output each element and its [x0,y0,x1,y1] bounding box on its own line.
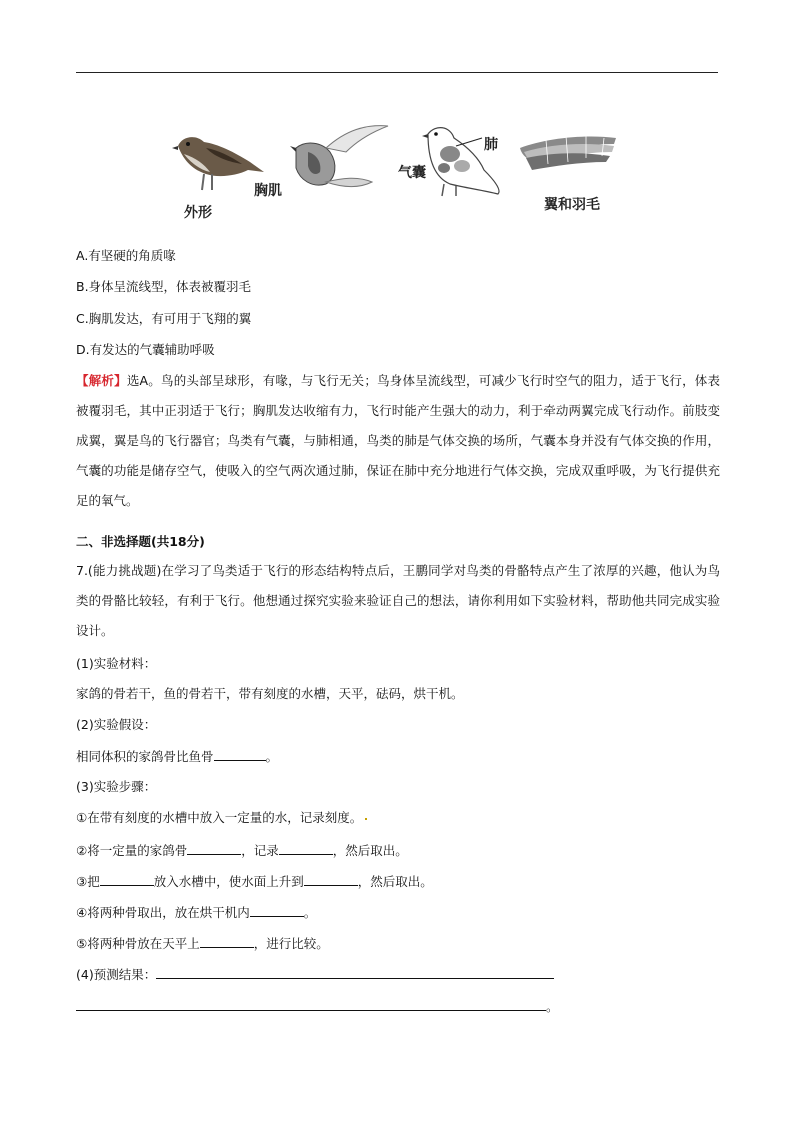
q7-prediction-continued [76,996,559,1017]
q7-step-4-post: 。 [303,905,317,920]
step3-blank-2[interactable] [304,871,358,886]
figure-label-wing-feather: 翼和羽毛 [544,197,600,213]
q7-step-3-pre: ③把 [76,874,100,889]
q7-step-1-text: ①在带有刻度的水槽中放入一定量的水，记录刻度。 [76,810,363,825]
q7-step-2-pre: ②将一定量的家鸽骨 [76,843,188,858]
q7-step-2-mid: ，记录 [241,843,279,858]
step2-blank-2[interactable] [279,840,333,855]
q7-step-4-pre: ④将两种骨取出，放在烘干机内 [76,905,250,920]
option-a: A.有坚硬的角质喙 [76,248,176,263]
q7-step-2-post: ，然后取出。 [332,843,408,858]
figure-label-appearance: 外形 [184,205,212,221]
q7-step-3-mid: 放入水槽中，使水面上升到 [153,874,304,889]
bird-figure [166,118,626,228]
q7-step-5 [76,933,329,954]
q7-materials-text: 家鸽的骨若干，鱼的骨若干，带有刻度的水槽，天平，砝码，烘干机。 [76,686,464,701]
q7-step-2 [76,840,408,861]
analysis-text: 选A。鸟的头部呈球形，有喙，与飞行无关；鸟身体呈流线型，可减少飞行时空气的阻力，适于飞行，体表被覆羽毛，其中正羽适于飞行；胸肌发达收缩有力，飞行时能产生强大的动力，利于牵动两翼完成飞行动作。前肢变成翼，翼是鸟的飞行器官；鸟类有气囊，与肺相通，鸟类的肺是气体交换的场所，气囊本身并没有气体交换的作用，气囊的功能是储存空气，使吸入的空气两次通过肺，保证在肺中充分地进行气体交换，完成双重呼吸，为飞行提供充足的氧气。 [76,373,720,508]
q7-step-1 [76,808,367,828]
analysis-paragraph [76,366,720,516]
wing-feathers-illustration [520,136,616,170]
prediction-blank-2[interactable] [76,996,546,1011]
hypothesis-blank[interactable] [214,746,266,761]
step3-blank-1[interactable] [100,871,154,886]
step5-blank[interactable] [200,933,254,948]
q7-prediction-end: 。 [546,999,559,1014]
q7-hypothesis-pre: 相同体积的家鸽骨比鱼骨 [76,749,214,764]
q7-hypothesis-label: (2)实验假设： [76,717,157,732]
q7-steps-label: (3)实验步骤： [76,779,157,794]
q7-step-5-pre: ⑤将两种骨放在天平上 [76,936,200,951]
step2-blank-1[interactable] [187,840,241,855]
q7-hypothesis [76,746,278,767]
q7-step-3-post: ，然后取出。 [357,874,433,889]
q7-step-5-post: ，进行比较。 [253,936,329,951]
q7-stem: 7.(能力挑战题)在学习了鸟类适于飞行的形态结构特点后，王鹏同学对鸟类的骨骼特点产生了浓厚的兴趣，他认为鸟类的骨骼比较轻，有利于飞行。他想通过探究实验来验证自己的想法，请你利用如下实验材料，帮助他共同完成实验设计。 [76,563,720,638]
option-c: C.胸肌发达，有可用于飞翔的翼 [76,311,252,326]
q7-step-3 [76,871,433,892]
q7-materials-label: (1)实验材料： [76,656,157,671]
option-d: D.有发达的气囊辅助呼吸 [76,342,215,357]
stray-dot [365,818,367,820]
figure-label-lung: 肺 [484,137,498,153]
analysis-tag: 【解析】 [76,373,127,388]
sparrow-illustration [172,137,264,190]
section-title: 二、非选择题(共18分) [76,534,205,549]
figure-label-air-sac: 气囊 [398,165,426,181]
prediction-blank-1[interactable] [156,964,554,979]
q7-step-4 [76,902,316,923]
step4-blank[interactable] [250,902,304,917]
q7-hypothesis-post: 。 [265,749,279,764]
header-rule [76,72,718,73]
q7-prediction-label: (4)预测结果： [76,967,157,982]
breast-muscle-illustration [290,126,388,187]
figure-label-breast-muscle: 胸肌 [254,183,282,199]
option-b: B.身体呈流线型，体表被覆羽毛 [76,279,252,294]
q7-prediction [76,964,554,985]
